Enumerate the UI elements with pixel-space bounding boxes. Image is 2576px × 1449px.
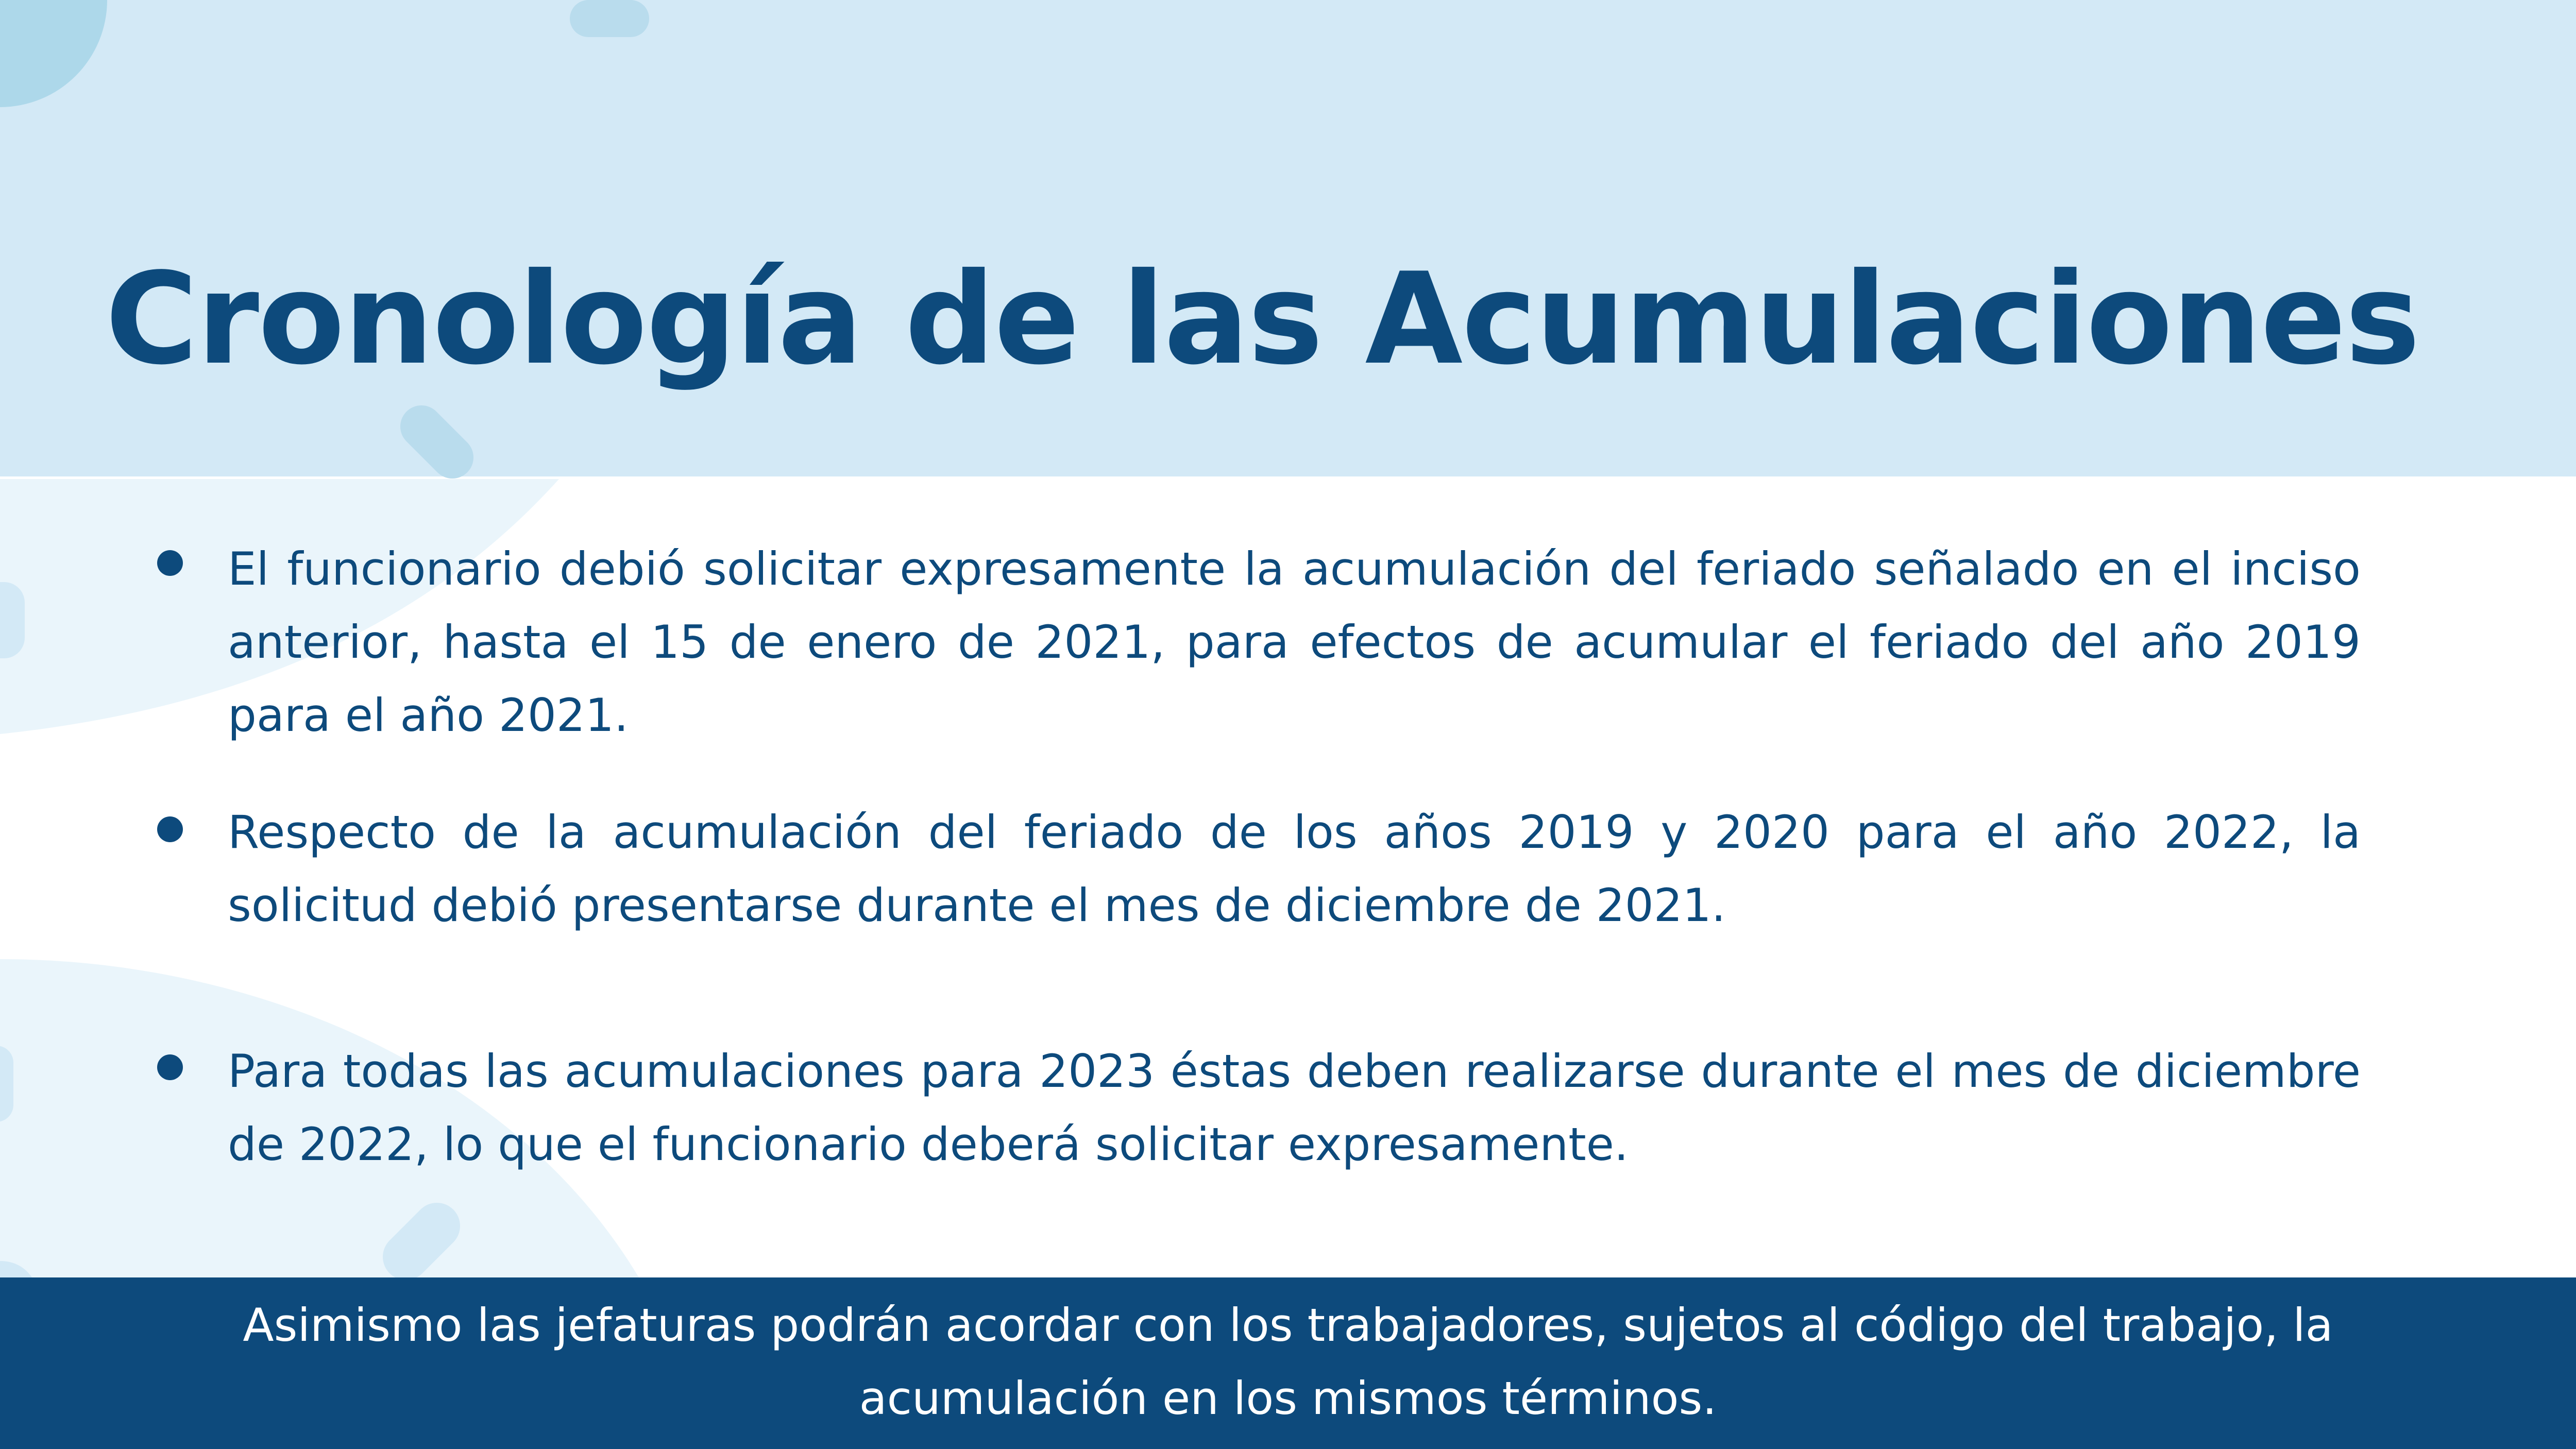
bullet-dot [157,550,183,576]
slide-title: Cronología de las Acumulaciones [105,246,2419,393]
bullet-dot [157,1054,183,1080]
bullet-dot [157,816,183,842]
bullet-text: Respecto de la acumulación del feriado de los años 2019 y 2020 para el año 2022, la solicitud debió presentarse durante el mes de diciembre de 2021. [228,806,2361,932]
bullet-text: El funcionario debió solicitar expresamente la acumulación del feriado señalado en el inciso anterior, hasta el 15 de enero de 2021, para efectos de acumular el feriado del año 2019 para el año 2021. [228,542,2361,742]
footer-text: Asimismo las jefaturas podrán acordar con los trabajadores, sujetos al código del trabajo, la acumulación en los mismos términos. [243,1299,2333,1425]
bullet-text: Para todas las acumulaciones para 2023 éstas deben realizarse durante el mes de diciembre de 2022, lo que el funcionario deberá solicitar expresamente. [228,1045,2361,1171]
footer-band [0,1277,2576,1449]
